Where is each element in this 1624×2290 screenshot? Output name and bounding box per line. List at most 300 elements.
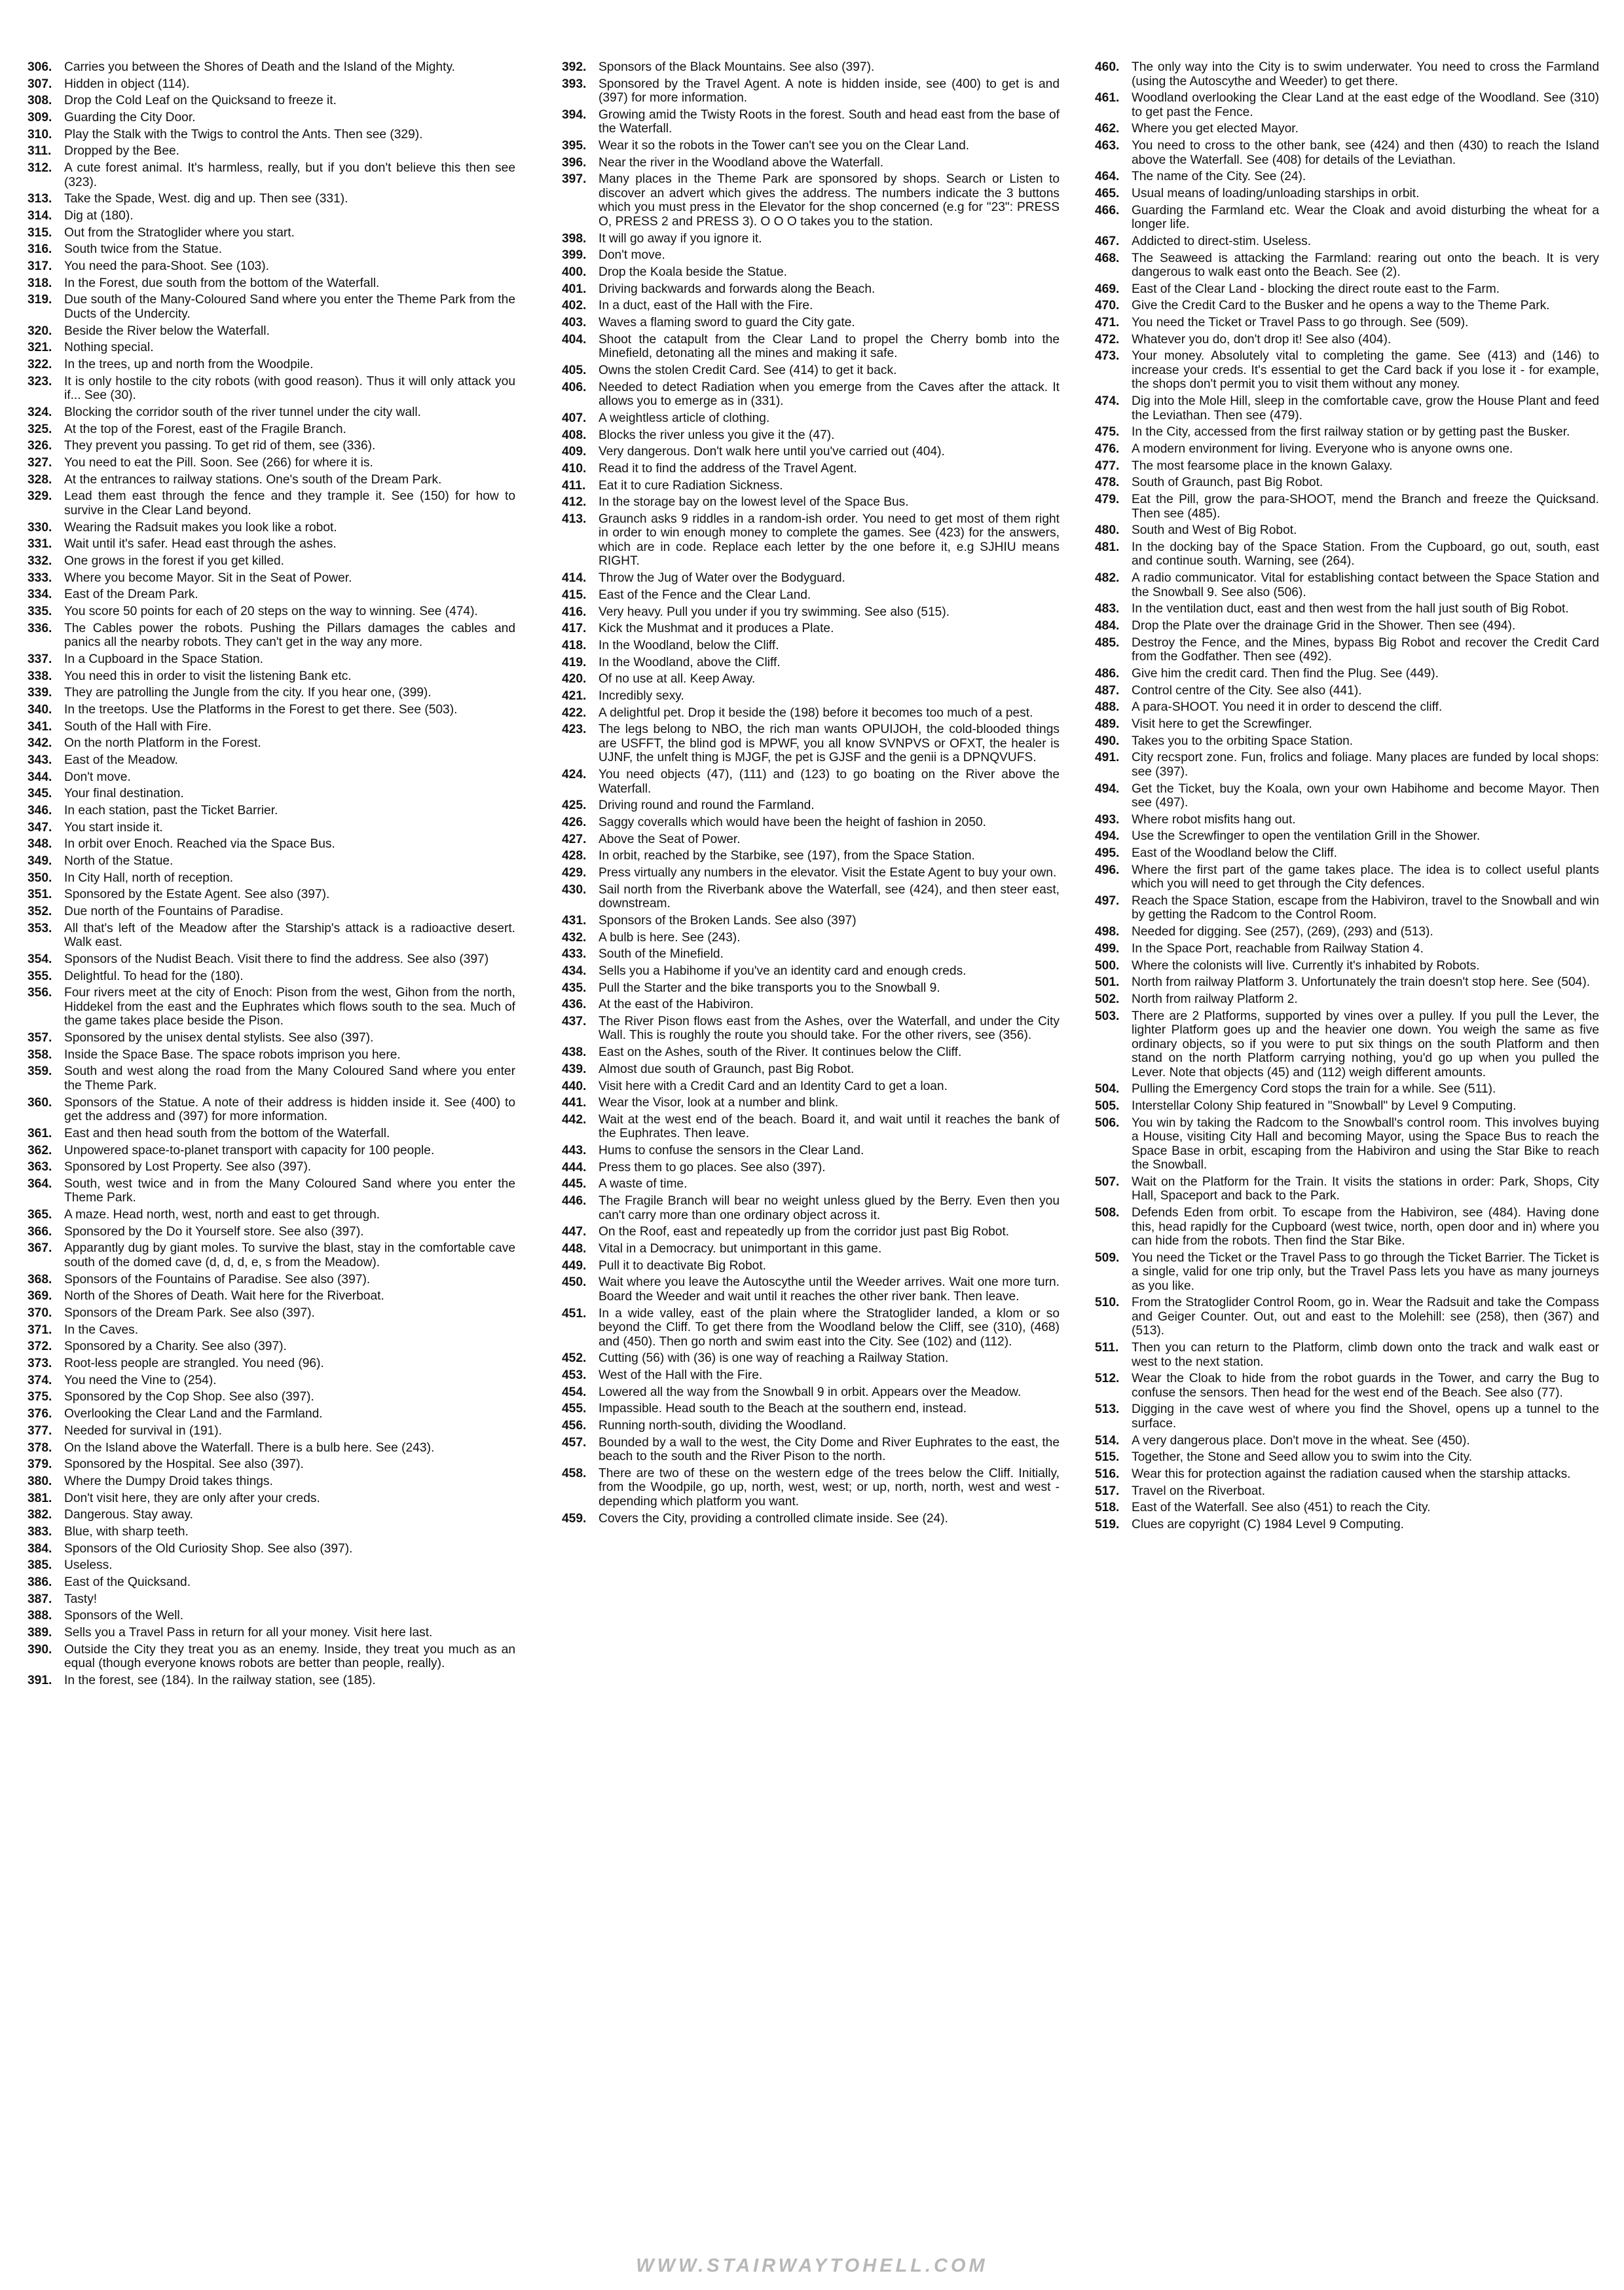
clue-number: 493. [1095, 812, 1120, 827]
clue-entry [1095, 1450, 1599, 1465]
clue-text: Wait on the Platform for the Train. It visits the stations in order: Park, Shops, City Hall, Spaceport and back to the Park. [1132, 1174, 1599, 1203]
clue-number: 423. [562, 723, 587, 737]
clue-text: Sells you a Travel Pass in return for all your money. Visit here last. [64, 1626, 433, 1640]
clue-entry [28, 588, 515, 602]
clue-text: Near the river in the Woodland above the Waterfall. [599, 155, 884, 170]
clue-entry [1095, 1341, 1599, 1369]
clue-text: Press them to go places. See also (397). [599, 1160, 826, 1174]
clue-number: 388. [28, 1609, 52, 1623]
clue-text: Take the Spade, West. dig and up. Then see (331). [64, 192, 348, 206]
clue-text: Drop the Plate over the drainage Grid in the Shower. Then see (494). [1132, 619, 1516, 633]
clue-entry [562, 1194, 1060, 1222]
clue-text: Throw the Jug of Water over the Bodyguard. [599, 571, 845, 586]
clue-number: 501. [1095, 975, 1120, 990]
clue-text: East on the Ashes, south of the River. It continues below the Cliff. [599, 1045, 962, 1060]
clue-text: Shoot the catapult from the Clear Land to propel the Cherry bomb into the Minefield, detonating all the mines and making it safe. [599, 332, 1060, 361]
clue-text: Clues are copyright (C) 1984 Level 9 Computing. [1132, 1518, 1404, 1532]
clue-text: City recsport zone. Fun, frolics and foliage. Many places are funded by local shops: see (397). [1132, 751, 1599, 779]
clue-entry [562, 333, 1060, 361]
clue-entry [562, 689, 1060, 704]
clue-entry [1095, 1206, 1599, 1248]
clue-text: North from railway Platform 2. [1132, 992, 1298, 1006]
clue-number: 371. [28, 1323, 52, 1337]
clue-number: 479. [1095, 493, 1120, 507]
clue-text: North of the Shores of Death. Wait here for the Riverboat. [64, 1289, 384, 1304]
clue-number: 409. [562, 445, 587, 459]
clue-number: 347. [28, 820, 52, 835]
clue-entry [1095, 894, 1599, 922]
clue-number: 464. [1095, 170, 1120, 184]
clue-text: Inside the Space Base. The space robots imprison you here. [64, 1047, 401, 1062]
clue-text: Where the first part of the game takes place. The idea is to collect useful plants which you will need to get through the City defences. [1132, 863, 1599, 892]
clue-entry [1095, 667, 1599, 681]
clue-entry [28, 1273, 515, 1287]
clue-entry [1095, 139, 1599, 167]
clue-text: South twice from the Statue. [64, 242, 223, 257]
clue-text: Saggy coveralls which would have been the height of fashion in 2050. [599, 815, 987, 829]
clue-number: 341. [28, 719, 52, 734]
clue-text: A weightless article of clothing. [599, 411, 770, 425]
clue-number: 355. [28, 969, 52, 983]
clue-entry [28, 144, 515, 159]
clue-text: Blue, with sharp teeth. [64, 1524, 189, 1539]
clue-number: 516. [1095, 1467, 1120, 1481]
clue-number: 319. [28, 293, 52, 307]
clue-number: 387. [28, 1592, 52, 1606]
clue-number: 478. [1095, 476, 1120, 490]
clue-entry [562, 998, 1060, 1012]
clue-number: 491. [1095, 751, 1120, 765]
clue-number: 326. [28, 439, 52, 453]
clue-entry [28, 720, 515, 734]
clue-text: Driving backwards and forwards along the Beach. [599, 282, 876, 296]
clue-text: Incredibly sexy. [599, 688, 684, 703]
clue-text: Hums to confuse the sensors in the Clear Land. [599, 1144, 864, 1158]
clue-text: West of the Hall with the Fire. [599, 1368, 763, 1382]
clue-number: 362. [28, 1143, 52, 1157]
clue-number: 332. [28, 554, 52, 568]
clue-entry [1095, 1296, 1599, 1338]
clue-number: 519. [1095, 1518, 1120, 1532]
clue-number: 397. [562, 172, 587, 187]
clue-number: 313. [28, 192, 52, 206]
clue-number: 425. [562, 798, 587, 813]
clue-text: In a Cupboard in the Space Station. [64, 652, 264, 666]
clue-text: In the forest, see (184). In the railway station, see (185). [64, 1673, 376, 1687]
clue-text: Read it to find the address of the Travel Agent. [599, 461, 857, 476]
clue-text: Sponsored by the Do it Yourself store. See also (397). [64, 1224, 364, 1239]
clue-number: 408. [562, 428, 587, 442]
clue-entry [28, 226, 515, 240]
clue-number: 434. [562, 964, 587, 978]
clue-entry [1095, 813, 1599, 827]
clue-number: 463. [1095, 139, 1120, 153]
clue-entry [28, 1609, 515, 1623]
clue-text: Sponsored by the unisex dental stylists. See also (397). [64, 1031, 374, 1045]
clue-text: In the Woodland, above the Cliff. [599, 655, 781, 669]
clue-number: 420. [562, 672, 587, 686]
clue-entry [1095, 316, 1599, 330]
clue-entry [28, 521, 515, 535]
clue-text: Sponsors of the Statue. A note of their address is hidden inside it. See (400) to get the address and (397) for more information. [64, 1095, 515, 1124]
clue-text: It is only hostile to the city robots (with good reason). Thus it will only attack you if... See (30). [64, 374, 515, 403]
clue-text: East of the Meadow. [64, 753, 178, 767]
clue-entry [562, 1467, 1060, 1509]
clue-number: 457. [562, 1435, 587, 1450]
clue-entry [562, 1015, 1060, 1043]
clue-entry [562, 445, 1060, 459]
clue-entry [1095, 942, 1599, 956]
clue-number: 419. [562, 655, 587, 669]
clue-entry [28, 1525, 515, 1539]
clue-entry [562, 316, 1060, 330]
clue-entry [562, 931, 1060, 945]
clue-entry [562, 849, 1060, 863]
clue-number: 415. [562, 588, 587, 602]
clue-number: 352. [28, 905, 52, 919]
clue-text: South of the Hall with Fire. [64, 719, 212, 734]
clue-text: Needed for digging. See (257), (269), (293) and (513). [1132, 925, 1433, 939]
clue-number: 461. [1095, 91, 1120, 105]
clue-text: The Cables power the robots. Pushing the Pillars damages the cables and panics all the nearby robots. They can't get in the way any more. [64, 621, 515, 650]
clue-number: 471. [1095, 316, 1120, 330]
clue-number: 360. [28, 1095, 52, 1110]
clue-number: 454. [562, 1385, 587, 1399]
clue-text: You need to cross to the other bank, see (424) and then (430) to reach the Island above the Waterfall. See (408) for details of the Leviathan. [1132, 139, 1599, 167]
clue-text: In the Space Port, reachable from Railway Station 4. [1132, 941, 1424, 956]
clue-text: South and West of Big Robot. [1132, 523, 1297, 538]
clue-text: A delightful pet. Drop it beside the (198) before it becomes too much of a pest. [599, 705, 1033, 720]
clue-number: 470. [1095, 299, 1120, 313]
clue-text: Woodland overlooking the Clear Land at the east edge of the Woodland. See (310) to get past the Fence. [1132, 91, 1599, 119]
clue-text: Tasty! [64, 1592, 98, 1606]
clue-text: The Fragile Branch will bear no weight unless glued by the Berry. Even then you can't carry more than one ordinary object across it. [599, 1194, 1060, 1222]
clue-text: Lead them east through the fence and they trample it. See (150) for how to survive in the Clear Land beyond. [64, 489, 515, 517]
clue-number: 505. [1095, 1098, 1120, 1113]
clue-number: 496. [1095, 863, 1120, 877]
clue-number: 385. [28, 1558, 52, 1573]
clue-number: 474. [1095, 394, 1120, 409]
clue-entry [28, 1048, 515, 1062]
clue-text: Guarding the City Door. [64, 111, 196, 125]
clue-text: Destroy the Fence, and the Mines, bypass Big Robot and recover the Credit Card from the Godfather. Then see (492). [1132, 635, 1599, 664]
clue-text: Blocking the corridor south of the river tunnel under the city wall. [64, 405, 421, 419]
clue-entry [28, 969, 515, 984]
clue-entry [28, 456, 515, 470]
clue-text: Guarding the Farmland etc. Wear the Cloak and avoid disturbing the wheat for a longer life. [1132, 203, 1599, 232]
clue-entry [1095, 540, 1599, 569]
clue-text: On the north Platform in the Forest. [64, 736, 261, 751]
clue-text: Press virtually any numbers in the elevator. Visit the Estate Agent to buy your own. [599, 865, 1057, 880]
clue-entry [1095, 1116, 1599, 1173]
clue-entry [1095, 992, 1599, 1007]
clue-entry [562, 512, 1060, 569]
clue-text: A modern environment for living. Everyone who is anyone owns one. [1132, 442, 1513, 456]
clue-number: 449. [562, 1258, 587, 1273]
clue-entry [28, 888, 515, 902]
clue-text: Root-less people are strangled. You need (96). [64, 1357, 324, 1371]
clue-number: 354. [28, 952, 52, 966]
clue-entry [1095, 299, 1599, 313]
clue-text: On the Roof, east and repeatedly up from the corridor just past Big Robot. [599, 1225, 1010, 1239]
clue-entry [562, 77, 1060, 105]
clue-text: South, west twice and in from the Many Coloured Sand where you enter the Theme Park. [64, 1176, 515, 1205]
clue-number: 399. [562, 248, 587, 263]
clue-text: Running north-south, dividing the Woodland. [599, 1419, 847, 1433]
clue-number: 482. [1095, 571, 1120, 586]
clue-number: 424. [562, 768, 587, 781]
clue-number: 382. [28, 1508, 52, 1522]
clue-number: 443. [562, 1144, 587, 1158]
clue-number: 502. [1095, 992, 1120, 1006]
clue-entry [562, 1402, 1060, 1416]
clue-entry [28, 1177, 515, 1205]
clue-entry [1095, 782, 1599, 810]
clue-number: 500. [1095, 958, 1120, 973]
clue-entry [1095, 122, 1599, 136]
clue-text: East of the Fence and the Clear Land. [599, 588, 811, 602]
clue-entry [1095, 571, 1599, 599]
clue-entry [562, 1079, 1060, 1094]
clue-column-1 [28, 60, 515, 1691]
clue-number: 490. [1095, 734, 1120, 748]
clue-entry [562, 1062, 1060, 1077]
clue-text: In a wide valley, east of the plain where the Stratoglider landed, a klom or so beyond the Cliff. To get there from the Woodland below the Cliff, see (310), (468) and (450). Then go north and swim east into the City. See (102) and (112). [599, 1306, 1060, 1349]
clue-text: Needed to detect Radiation when you emerge from the Caves after the attack. It allows you to emerge as in (331). [599, 380, 1060, 409]
clue-text: Wait at the west end of the beach. Board it, and wait until it reaches the bank of the Euphrates. Then leave. [599, 1112, 1060, 1141]
clue-text: The only way into the City is to swim underwater. You need to cross the Farmland (using the Autoscythe and Weeder) to get there. [1132, 60, 1599, 88]
clue-entry [28, 554, 515, 569]
clue-number: 499. [1095, 941, 1120, 956]
clue-entry [28, 854, 515, 869]
clue-number: 333. [28, 571, 52, 585]
clue-number: 446. [562, 1194, 587, 1209]
clue-text: There are 2 Platforms, supported by vines over a pulley. If you pull the Lever, the lighter Platform goes up and the heavier one down. You weigh the same as five ordinary objects, so if you were to put six things on the south Platform and then stand on the north Platform carrying nothing, you'd go up when you pulled the Lever. Note that objects (45) and (112) weigh different amounts. [1132, 1009, 1599, 1079]
clue-number: 353. [28, 921, 52, 935]
clue-text: Use the Screwfinger to open the ventilation Grill in the Shower. [1132, 829, 1481, 844]
clue-number: 400. [562, 265, 587, 279]
clue-text: East of the Dream Park. [64, 588, 198, 602]
clue-text: Sponsored by the Travel Agent. A note is hidden inside, see (400) to get is and (397) for more information. [599, 77, 1060, 105]
clue-text: Growing amid the Twisty Roots in the forest. South and head east from the base of the Waterfall. [599, 107, 1060, 136]
clue-text: Four rivers meet at the city of Enoch: Pison from the west, Gihon from the north, Hiddekel from the east and the Euphrates which flows south to the sea. Much of the game takes place beside the Pison. [64, 986, 515, 1028]
clue-entry [28, 161, 515, 189]
clue-entry [562, 462, 1060, 476]
clue-number: 322. [28, 358, 52, 371]
clue-entry [562, 964, 1060, 979]
clue-number: 476. [1095, 442, 1120, 456]
clue-entry [1095, 1434, 1599, 1448]
clue-entry [562, 588, 1060, 603]
clue-text: Then you can return to the Platform, climb down onto the track and walk east or west to the next station. [1132, 1341, 1599, 1369]
clue-number: 391. [28, 1673, 52, 1687]
clue-text: A cute forest animal. It's harmless, really, but if you don't believe this then see (323). [64, 161, 515, 189]
clue-number: 511. [1095, 1341, 1119, 1355]
clue-entry [1095, 235, 1599, 249]
clue-entry [28, 1208, 515, 1222]
clue-entry [28, 77, 515, 92]
clue-entry [28, 1289, 515, 1304]
clue-number: 440. [562, 1079, 587, 1093]
clue-number: 466. [1095, 203, 1120, 217]
clue-number: 323. [28, 374, 52, 388]
clue-number: 378. [28, 1440, 52, 1455]
clue-text: In the Woodland, below the Cliff. [599, 638, 779, 652]
clue-text: In orbit, reached by the Starbike, see (197), from the Space Station. [599, 849, 975, 863]
clue-text: Visit here with a Credit Card and an Identity Card to get a loan. [599, 1079, 948, 1093]
clue-text: Don't visit here, they are only after your creds. [64, 1491, 320, 1505]
clue-entry [28, 952, 515, 967]
clue-text: Wear the Visor, look at a number and blink. [599, 1096, 839, 1110]
clue-text: Sponsored by the Hospital. See also (397). [64, 1457, 304, 1472]
clue-entry [1095, 187, 1599, 201]
clue-number: 405. [562, 363, 587, 377]
clue-entry [562, 1045, 1060, 1060]
clue-number: 509. [1095, 1250, 1120, 1265]
clue-text: You need this in order to visit the listening Bank etc. [64, 669, 352, 683]
clue-entry [1095, 333, 1599, 347]
clue-entry [28, 1674, 515, 1688]
clue-number: 411. [562, 478, 586, 493]
clue-number: 483. [1095, 602, 1120, 616]
clue-text: Cutting (56) with (36) is one way of reaching a Railway Station. [599, 1351, 949, 1366]
clue-number: 435. [562, 981, 587, 995]
clue-entry [562, 639, 1060, 653]
clue-entry [28, 324, 515, 339]
clue-number: 510. [1095, 1296, 1120, 1310]
clue-text: East of the Quicksand. [64, 1575, 191, 1589]
clue-entry [28, 128, 515, 142]
clue-text: Impassible. Head south to the Beach at the southern end, instead. [599, 1402, 967, 1416]
clue-number: 369. [28, 1289, 52, 1304]
clue-text: You need objects (47), (111) and (123) to go boating on the River above the Waterfall. [599, 768, 1060, 796]
clue-column-3 [1095, 60, 1599, 1535]
clue-number: 346. [28, 804, 52, 817]
clue-number: 494. [1095, 829, 1120, 844]
clue-text: A radio communicator. Vital for establishing contact between the Space Station and the Snowball 9. See also (506). [1132, 571, 1599, 599]
clue-number: 361. [28, 1126, 52, 1140]
clue-text: Sponsors of the Broken Lands. See also (397) [599, 913, 857, 928]
clue-number: 484. [1095, 619, 1120, 633]
clue-entry [562, 299, 1060, 313]
clue-entry [28, 1626, 515, 1640]
clue-number: 317. [28, 259, 52, 274]
clue-text: Sponsors of the Nudist Beach. Visit there to find the address. See also (397) [64, 952, 489, 966]
clue-entry [28, 209, 515, 223]
clue-text: Your final destination. [64, 787, 184, 801]
clue-text: They are patrolling the Jungle from the city. If you hear one, (399). [64, 686, 432, 700]
clue-entry [28, 242, 515, 257]
clue-text: Hidden in object (114). [64, 77, 190, 91]
clue-entry [562, 1113, 1060, 1141]
clue-text: South of the Minefield. [599, 947, 724, 962]
clue-text: All that's left of the Meadow after the Starship's attack is a radioactive desert. Walk east. [64, 921, 515, 950]
clue-entry [562, 1419, 1060, 1433]
clue-entry [562, 172, 1060, 229]
clue-number: 339. [28, 686, 52, 700]
clue-entry [28, 1306, 515, 1321]
clue-entry [1095, 493, 1599, 521]
clue-text: Sponsored by the Estate Agent. See also (397). [64, 888, 330, 902]
clue-number: 494. [1095, 781, 1120, 796]
clue-text: They prevent you passing. To get rid of them, see (336). [64, 439, 376, 453]
clue-number: 412. [562, 495, 587, 510]
clue-number: 452. [562, 1351, 587, 1366]
clue-text: Carries you between the Shores of Death and the Island of the Mighty. [64, 60, 455, 74]
clue-entry [562, 232, 1060, 246]
clue-entry [1095, 523, 1599, 538]
clue-text: You win by taking the Radcom to the Snowball's control room. This involves buying a House, visiting City Hall and becoming Mayor, using the Space Bus to reach the Space Base in orbit, escaping from the Habiviron and using the Star Bike to reach the Snowball. [1132, 1116, 1599, 1173]
clue-entry [562, 1177, 1060, 1192]
clue-number: 390. [28, 1642, 52, 1657]
clue-text: Interstellar Colony Ship featured in "Snowball" by Level 9 Computing. [1132, 1098, 1517, 1113]
clue-number: 343. [28, 753, 52, 767]
clue-text: Lowered all the way from the Snowball 9 in orbit. Appears over the Meadow. [599, 1385, 1022, 1399]
clue-number: 451. [562, 1306, 587, 1321]
clue-number: 394. [562, 107, 587, 122]
clue-number: 307. [28, 77, 52, 91]
clue-number: 465. [1095, 186, 1120, 200]
clue-text: Pull the Starter and the bike transports you to the Snowball 9. [599, 981, 940, 995]
clue-entry [1095, 476, 1599, 490]
clue-text: You need the Ticket or the Travel Pass to go through the Ticket Barrier. The Ticket is a single, valid for one trip only, but the Travel Pass lets you have as many journeys as you like. [1132, 1250, 1599, 1293]
clue-text: Travel on the Riverboat. [1132, 1484, 1266, 1498]
clue-number: 340. [28, 702, 52, 717]
clue-text: Unpowered space-to-planet transport with capacity for 100 people. [64, 1143, 435, 1157]
clue-entry [1095, 602, 1599, 616]
clue-entry [28, 1508, 515, 1522]
clue-text: Sponsors of the Old Curiosity Shop. See also (397). [64, 1541, 353, 1556]
clue-text: Out from the Stratoglider where you start. [64, 225, 295, 240]
clue-entry [28, 1441, 515, 1455]
clue-text: Vital in a Democracy. but unimportant in this game. [599, 1242, 882, 1256]
clue-text: Very heavy. Pull you under if you try swimming. See also (515). [599, 605, 950, 619]
clue-number: 380. [28, 1474, 52, 1488]
clue-entry [562, 672, 1060, 686]
clue-text: In the Forest, due south from the bottom of the Waterfall. [64, 276, 380, 290]
clue-entry [562, 282, 1060, 297]
clue-entry [28, 405, 515, 420]
clue-entry [28, 1374, 515, 1388]
clue-entry [562, 1259, 1060, 1273]
clue-entry [28, 1031, 515, 1045]
clue-number: 480. [1095, 523, 1120, 538]
clue-entry [1095, 959, 1599, 973]
clue-entry [1095, 425, 1599, 440]
clue-text: Apparantly dug by giant moles. To survive the blast, stay in the comfortable cave south of the domed cave (d, d, d, e, s from the Meadow). [64, 1241, 515, 1269]
clue-number: 312. [28, 161, 52, 176]
clue-number: 324. [28, 405, 52, 419]
clue-number: 404. [562, 332, 587, 347]
clue-text: Sail north from the Riverbank above the Waterfall, see (424), and then steer east, downstream. [599, 882, 1060, 911]
clue-number: 375. [28, 1390, 52, 1404]
clue-text: In the storage bay on the lowest level of the Space Bus. [599, 495, 909, 510]
clue-entry [28, 439, 515, 453]
clue-entry [28, 821, 515, 835]
clue-number: 406. [562, 380, 587, 394]
clue-entry [1095, 282, 1599, 297]
clue-text: Eat it to cure Radiation Sickness. [599, 478, 783, 493]
clue-entry [562, 816, 1060, 830]
clue-text: In the trees, up and north from the Woodpile. [64, 358, 314, 371]
clue-entry [28, 622, 515, 650]
footer-url[interactable]: WWW.STAIRWAYTOHELL.COM [636, 2255, 988, 2276]
clue-number: 314. [28, 209, 52, 223]
clue-text: You score 50 points for each of 20 steps on the way to winning. See (474). [64, 604, 478, 618]
clue-entry [1095, 619, 1599, 633]
clue-entry [28, 1241, 515, 1269]
clue-entry [562, 571, 1060, 586]
